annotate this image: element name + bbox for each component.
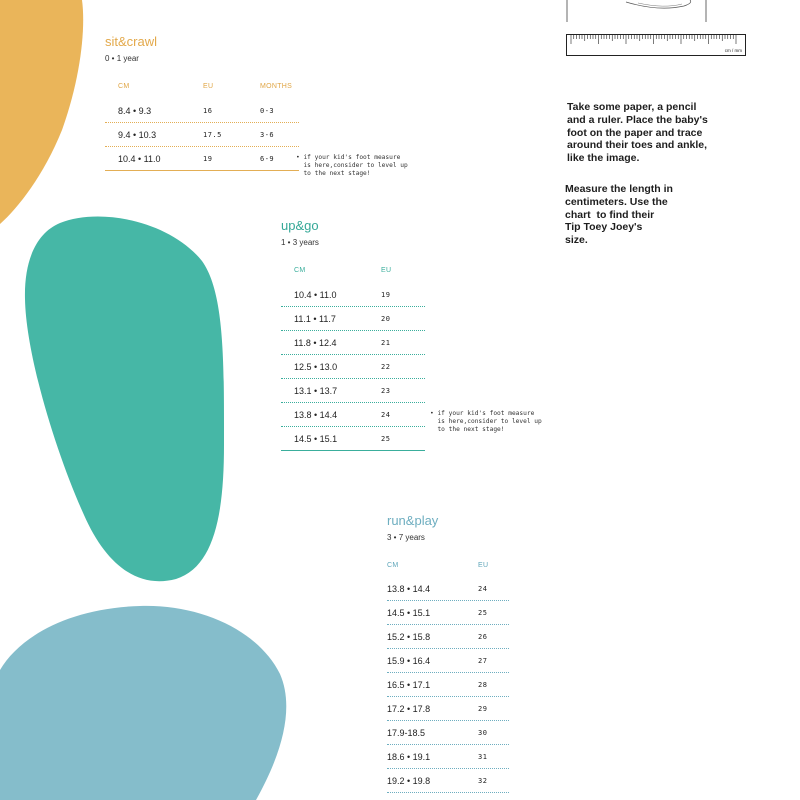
column-header-cm: CM [387, 562, 399, 569]
up-go-size-table [281, 267, 425, 457]
eu-size-cell: 19 [203, 155, 213, 163]
row-divider [281, 426, 425, 427]
cm-range-cell: 14.5 • 15.1 [294, 434, 338, 444]
column-header-cm: CM [294, 267, 306, 274]
eu-size-cell: 26 [478, 633, 488, 641]
eu-size-cell: 20 [381, 315, 391, 323]
up-go-section [281, 218, 319, 247]
eu-size-cell: 25 [381, 435, 391, 443]
ruler-illustration [566, 34, 746, 56]
cm-range-cell: 13.1 • 13.7 [294, 386, 338, 396]
sit-crawl-level-up-note: • if your kid's foot measure is here,consider to level up to the next stage! [296, 154, 408, 177]
foot-tracing-illustration [566, 0, 710, 24]
up-go-title: up&go [281, 218, 319, 233]
row-divider [387, 720, 509, 721]
column-header-cm: CM [118, 83, 130, 90]
cm-range-cell: 17.9-18.5 [387, 728, 426, 738]
column-header-months: MONTHS [260, 83, 293, 90]
row-divider [105, 146, 299, 147]
column-header-eu: EU [478, 562, 489, 569]
row-divider [387, 792, 509, 793]
months-cell: 6-9 [260, 155, 275, 163]
eu-size-cell: 22 [381, 363, 391, 371]
row-divider [281, 402, 425, 403]
orange-blob [0, 0, 90, 230]
cm-range-cell: 15.9 • 16.4 [387, 656, 431, 666]
cm-range-cell: 18.6 • 19.1 [387, 752, 431, 762]
eu-size-cell: 31 [478, 753, 488, 761]
eu-size-cell: 23 [381, 387, 391, 395]
row-divider [387, 600, 509, 601]
cm-range-cell: 12.5 • 13.0 [294, 362, 338, 372]
blue-blob [0, 600, 290, 800]
eu-size-cell: 32 [478, 777, 488, 785]
table-bottom-rule [281, 450, 425, 451]
eu-size-cell: 30 [478, 729, 488, 737]
cm-range-cell: 11.1 • 11.7 [294, 314, 336, 324]
eu-size-cell: 24 [381, 411, 391, 419]
row-divider [105, 122, 299, 123]
cm-range-cell: 17.2 • 17.8 [387, 704, 431, 714]
run-play-size-table [387, 562, 509, 800]
column-header-eu: EU [381, 267, 392, 274]
eu-size-cell: 17.5 [203, 131, 222, 139]
eu-size-cell: 16 [203, 107, 213, 115]
row-divider [387, 696, 509, 697]
cm-range-cell: 13.8 • 14.4 [294, 410, 338, 420]
sit-crawl-size-table [105, 83, 299, 175]
months-cell: 0-3 [260, 107, 275, 115]
eu-size-cell: 28 [478, 681, 488, 689]
up-go-level-up-note: • if your kid's foot measure is here,consider to level up to the next stage! [430, 410, 542, 433]
eu-size-cell: 25 [478, 609, 488, 617]
cm-range-cell: 10.4 • 11.0 [118, 154, 161, 164]
eu-size-cell: 27 [478, 657, 488, 665]
sit-crawl-title: sit&crawl [105, 34, 158, 49]
row-divider [387, 744, 509, 745]
row-divider [281, 354, 425, 355]
eu-size-cell: 24 [478, 585, 488, 593]
row-divider [387, 768, 509, 769]
eu-size-cell: 29 [478, 705, 488, 713]
run-play-title: run&play [387, 513, 439, 528]
cm-range-cell: 10.4 • 11.0 [294, 290, 337, 300]
cm-range-cell: 11.8 • 12.4 [294, 338, 337, 348]
table-bottom-rule [105, 170, 299, 171]
instructions-paragraph-1: Take some paper, a pencil and a ruler. Place the baby's foot on the paper and trace around their toes and ankle, like the image. [567, 101, 708, 165]
eu-size-cell: 19 [381, 291, 391, 299]
cm-range-cell: 19.2 • 19.8 [387, 776, 431, 786]
run-play-section [387, 513, 438, 542]
cm-range-cell: 15.2 • 15.8 [387, 632, 431, 642]
row-divider [281, 378, 425, 379]
cm-range-cell: 14.5 • 15.1 [387, 608, 431, 618]
row-divider [387, 672, 509, 673]
cm-range-cell: 13.8 • 14.4 [387, 584, 431, 594]
months-cell: 3-6 [260, 131, 275, 139]
teal-blob [20, 215, 230, 585]
run-play-age-range: 3 • 7 years [387, 533, 425, 542]
sit-crawl-section [105, 34, 157, 63]
cm-range-cell: 16.5 • 17.1 [387, 680, 431, 690]
cm-range-cell: 8.4 • 9.3 [118, 106, 152, 116]
row-divider [281, 330, 425, 331]
column-header-eu: EU [203, 83, 214, 90]
ruler-unit-label: cm / mm [724, 48, 742, 53]
row-divider [387, 624, 509, 625]
up-go-age-range: 1 • 3 years [281, 238, 319, 247]
row-divider [281, 306, 425, 307]
eu-size-cell: 21 [381, 339, 391, 347]
row-divider [387, 648, 509, 649]
sit-crawl-age-range: 0 • 1 year [105, 54, 139, 63]
instructions-paragraph-2: Measure the length in centimeters. Use the chart to find their Tip Toey Joey's size. [565, 183, 673, 247]
cm-range-cell: 9.4 • 10.3 [118, 130, 157, 140]
